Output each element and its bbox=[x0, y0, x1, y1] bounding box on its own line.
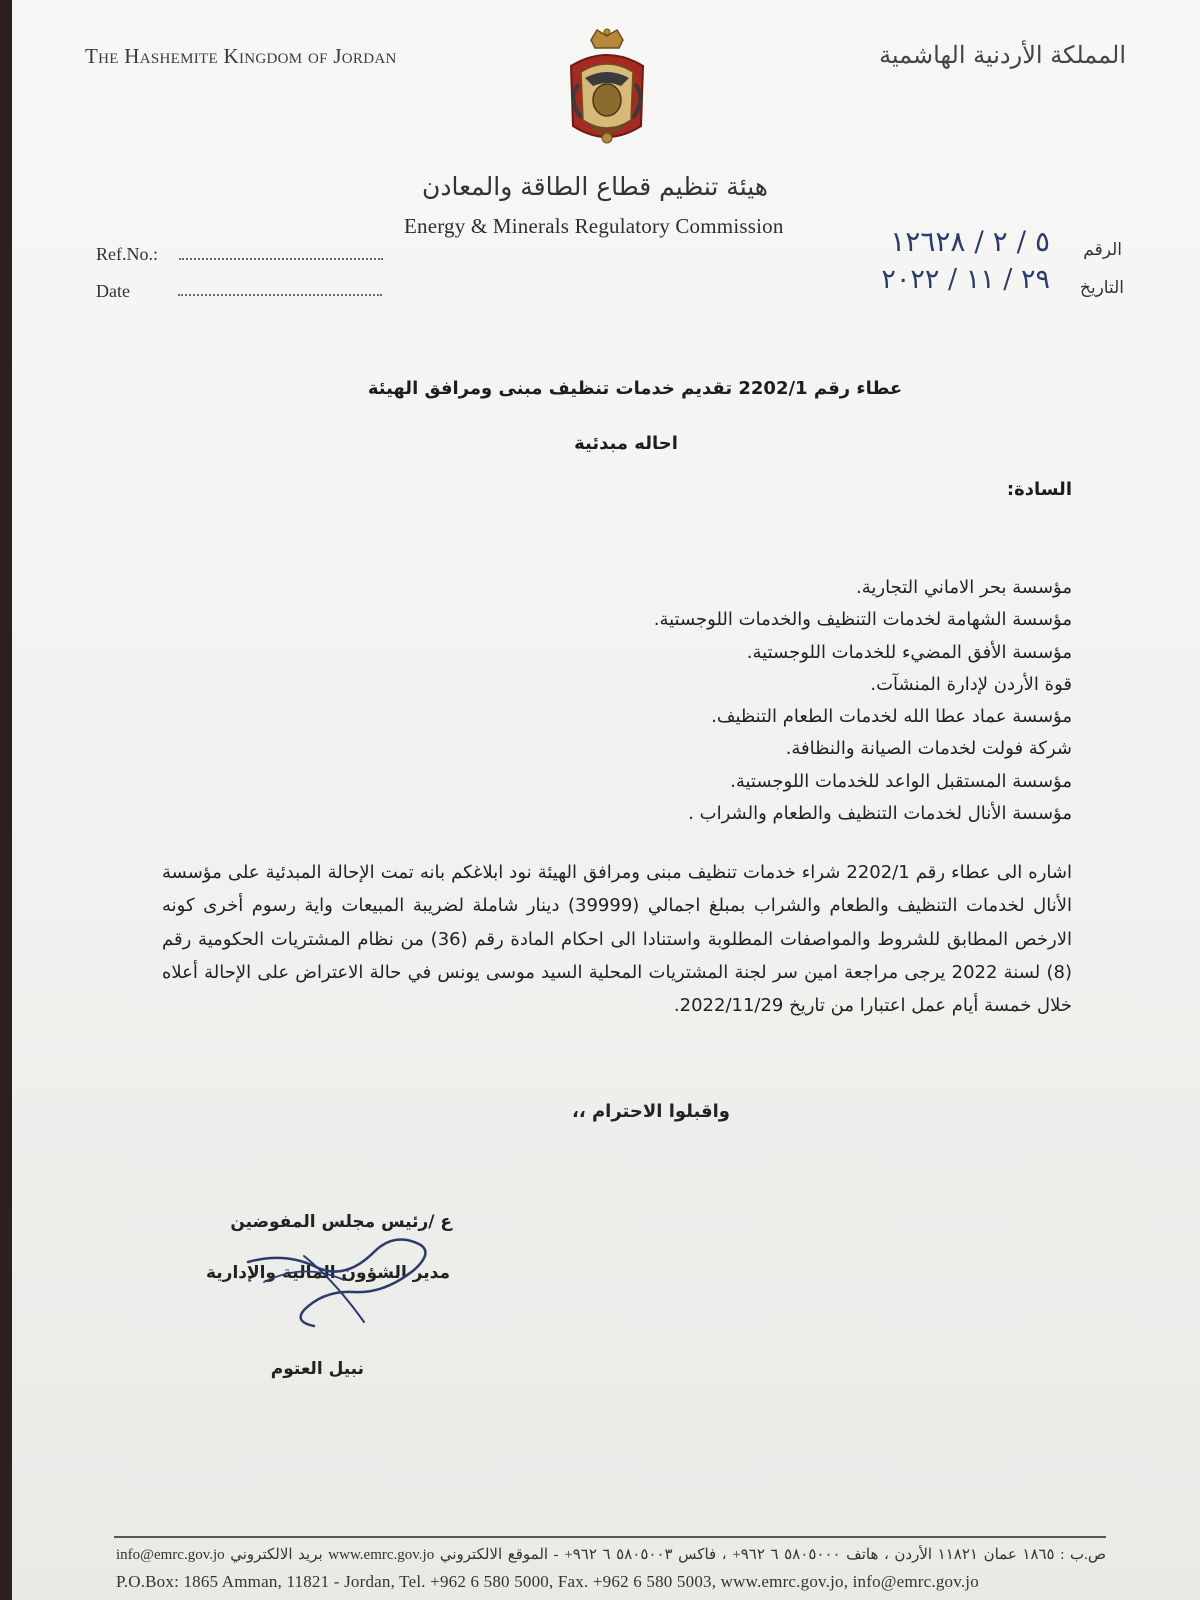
addressee-item: قوة الأردن لإدارة المنشآت. bbox=[870, 673, 1072, 695]
handwritten-date: ٢٩ / ١١ / ٢٠٢٢ bbox=[881, 264, 1050, 295]
body-paragraph: اشاره الى عطاء رقم 2202/1 شراء خدمات تنظيف مبنى ومرافق الهيئة نود ابلاغكم بانه تمت الإحالة المبدئية على مؤسسة الأنال لخدمات التنظيف والطعام والشراب بمبلغ اجمالي (39999) دينار شاملة لضريبة المبيعات واية رسوم أخرى كونه الارخص المطابق للشروط والمواصفات المطلوبة واستنادا الى احكام المادة رقم (36) من نظام المشتريات الحكومية رقم (8) لسنة 2022 يرجى مراجعة امين سر لجنة المشتريات المحلية السيد موسى يونس في حالة الاعتراض على الإحالة أعلاه خلال خمسة أيام عمل اعتبارا من تاريخ 2022/11/29. bbox=[162, 862, 1073, 1017]
closing-line: واقبلوا الاحترام ،، bbox=[572, 1101, 730, 1122]
date-label-en: Date bbox=[96, 281, 130, 301]
salutation: السادة: bbox=[1006, 479, 1072, 500]
subject-title: عطاء رقم 2202/1 تقديم خدمات تنظيف مبنى ومرافق الهيئة bbox=[367, 378, 903, 399]
footer-divider bbox=[114, 1536, 1106, 1538]
addressee-item: مؤسسة عماد عطا الله لخدمات الطعام التنظيف. bbox=[711, 706, 1072, 728]
signatory-title: ع /رئيس مجلس المفوضين bbox=[230, 1212, 452, 1232]
footer-contact-en: P.O.Box: 1865 Amman, 11821 - Jordan, Tel. +962 6 580 5000, Fax. +962 6 580 5003, www.emrc.gov.jo, info@emrc.gov.jo bbox=[116, 1572, 979, 1591]
ref-dotted-line bbox=[179, 258, 383, 260]
kingdom-name-en: The Hashemite Kingdom of Jordan bbox=[85, 44, 397, 68]
addressee-item: مؤسسة بحر الاماني التجارية. bbox=[856, 577, 1072, 598]
date-label-ar: التاريخ bbox=[1079, 278, 1124, 298]
commission-name-ar: هيئة تنظيم قطاع الطاقة والمعادن bbox=[422, 172, 768, 201]
signatory-department: مدير الشؤون المالية والإدارية bbox=[205, 1263, 450, 1283]
handwritten-reference-number: ٥ / ٢ / ١٢٦٢٨ bbox=[890, 225, 1050, 258]
kingdom-name-ar: المملكة الأردنية الهاشمية bbox=[879, 41, 1126, 69]
addressee-item: مؤسسة الأنال لخدمات التنظيف والطعام والشراب . bbox=[688, 803, 1072, 825]
addressee-item: مؤسسة الأفق المضيء للخدمات اللوجستية. bbox=[746, 641, 1072, 663]
handwritten-signature bbox=[244, 1222, 444, 1332]
addressee-item: مؤسسة الشهامة لخدمات التنظيف والخدمات اللوجستية. bbox=[653, 609, 1072, 631]
jordan-crest-emblem bbox=[561, 26, 653, 152]
addressee-list bbox=[372, 572, 1072, 830]
signatory-name: نبيل العتوم bbox=[270, 1359, 364, 1379]
footer-contact-ar: ص.ب : ١٨٦٥ عمان ١١٨٢١ الأردن ، هاتف ٥٨٠٥٠٠٠ ٦ ٩٦٢+ ، فاكس ٥٨٠٥٠٠٣ ٦ ٩٦٢+ - الموقع الالكتروني www.emrc.gov.jo بريد الالكتروني info@emrc.gov.jo bbox=[116, 1547, 1106, 1563]
subject-subtitle: احاله مبدئية bbox=[574, 433, 678, 454]
commission-name-en: Energy & Minerals Regulatory Commission bbox=[404, 214, 784, 238]
ref-label-ar: الرقم bbox=[1083, 240, 1122, 260]
date-dotted-line bbox=[178, 294, 382, 296]
addressee-item: شركة فولت لخدمات الصيانة والنظافة. bbox=[785, 738, 1072, 760]
ref-label-en: Ref.No.: bbox=[96, 244, 158, 264]
letter-page bbox=[12, 0, 1200, 1600]
addressee-item: مؤسسة المستقبل الواعد للخدمات اللوجستية. bbox=[730, 770, 1072, 792]
